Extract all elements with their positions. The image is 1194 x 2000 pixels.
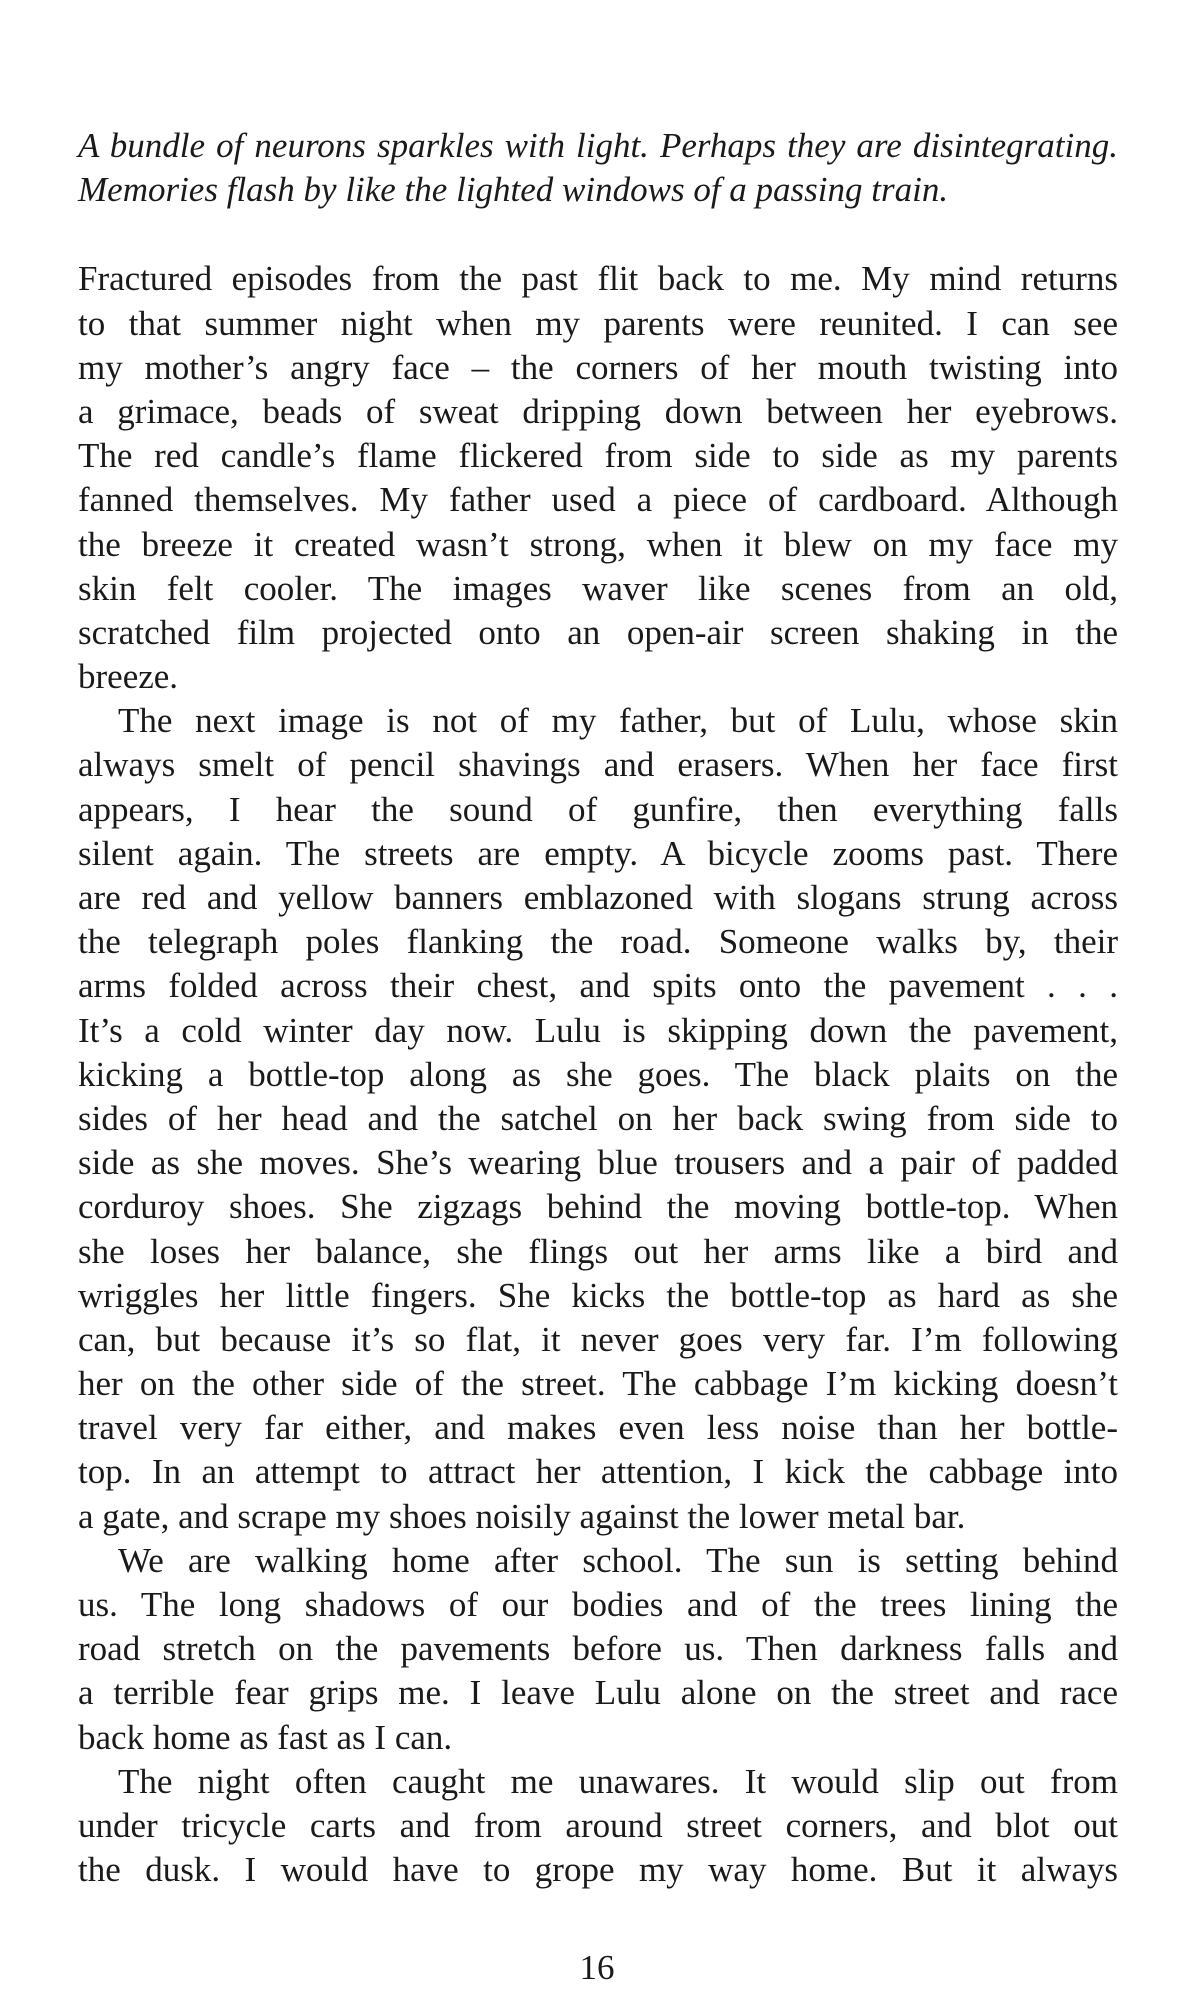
text-line: road stretch on the pavements before us. Then darkness falls and: [78, 1629, 1118, 1669]
page-number: 16: [579, 1948, 615, 1987]
text-line: to that summer night when my parents were reunited. I can see: [78, 303, 1118, 343]
text-line: The night often caught me unawares. It would slip out from: [118, 1761, 1118, 1801]
text-line: sides of her head and the satchel on her back swing from side to: [78, 1098, 1118, 1138]
text-line: a gate, and scrape my shoes noisily against the lower metal bar.: [78, 1496, 966, 1536]
text-line: always smelt of pencil shavings and erasers. When her face first: [78, 745, 1118, 785]
text-line: appears, I hear the sound of gunfire, then everything falls: [78, 789, 1118, 829]
text-line: It’s a cold winter day now. Lulu is skipping down the pavement,: [78, 1010, 1118, 1050]
text-line: arms folded across their chest, and spits onto the pavement . . .: [78, 966, 1118, 1006]
text-line: under tricycle carts and from around street corners, and blot out: [78, 1805, 1118, 1845]
text-line: breeze.: [78, 657, 179, 697]
text-line: wriggles her little fingers. She kicks the bottle-top as hard as she: [78, 1275, 1118, 1315]
paragraph-2: [78, 699, 1118, 1539]
text-line: the dusk. I would have to grope my way home. But it always: [78, 1850, 1118, 1890]
text-line: back home as fast as I can.: [78, 1717, 453, 1757]
text-line: can, but because it’s so flat, it never goes very far. I’m following: [78, 1319, 1118, 1359]
text-line: her on the other side of the street. The cabbage I’m kicking doesn’t: [78, 1364, 1118, 1404]
paragraph-3: [78, 1539, 1118, 1760]
text-line: the telegraph poles flanking the road. Someone walks by, their: [78, 922, 1118, 962]
text-line: skin felt cooler. The images waver like scenes from an old,: [78, 568, 1118, 608]
section-gap: [78, 212, 1118, 257]
text-line: top. In an attempt to attract her attention, I kick the cabbage into: [78, 1452, 1118, 1492]
text-line: The next image is not of my father, but of Lulu, whose skin: [118, 701, 1118, 741]
text-line: fanned themselves. My father used a piece of cardboard. Although: [78, 480, 1118, 520]
text-line: Memories flash by like the lighted windows of a passing train.: [78, 170, 949, 210]
text-line: my mother’s angry face – the corners of her mouth twisting into: [78, 347, 1118, 387]
text-line: side as she moves. She’s wearing blue trousers and a pair of padded: [78, 1143, 1118, 1183]
text-line: a terrible fear grips me. I leave Lulu alone on the street and race: [78, 1673, 1118, 1713]
text-line: she loses her balance, she flings out her arms like a bird and: [78, 1231, 1118, 1271]
text-line: We are walking home after school. The sun is setting behind: [118, 1540, 1118, 1580]
text-line: are red and yellow banners emblazoned with slogans strung across: [78, 878, 1118, 917]
text-line: silent again. The streets are empty. A bicycle zooms past. There: [78, 833, 1118, 873]
text-line: The red candle’s flame flickered from side to side as my parents: [78, 436, 1118, 476]
text-line: us. The long shadows of our bodies and of the trees lining the: [78, 1585, 1118, 1624]
text-line: corduroy shoes. She zigzags behind the moving bottle-top. When: [78, 1187, 1118, 1227]
text-line: scratched film projected onto an open-air screen shaking in the: [78, 612, 1118, 652]
text-line: Fractured episodes from the past flit back to me. My mind returns: [78, 259, 1118, 299]
paragraph-4: [78, 1760, 1118, 1893]
paragraph-1: [78, 257, 1118, 699]
text-line: kicking a bottle-top along as she goes. The black plaits on the: [78, 1054, 1118, 1094]
text-line: the breeze it created wasn’t strong, when it blew on my face my: [78, 524, 1118, 564]
text-line: A bundle of neurons sparkles with light. Perhaps they are disintegrating.: [78, 126, 1118, 165]
page-body: [78, 124, 1118, 1892]
italic-intro: [78, 124, 1118, 212]
text-line: travel very far either, and makes even less noise than her bottle-: [78, 1408, 1118, 1448]
text-line: a grimace, beads of sweat dripping down between her eyebrows.: [78, 391, 1118, 431]
